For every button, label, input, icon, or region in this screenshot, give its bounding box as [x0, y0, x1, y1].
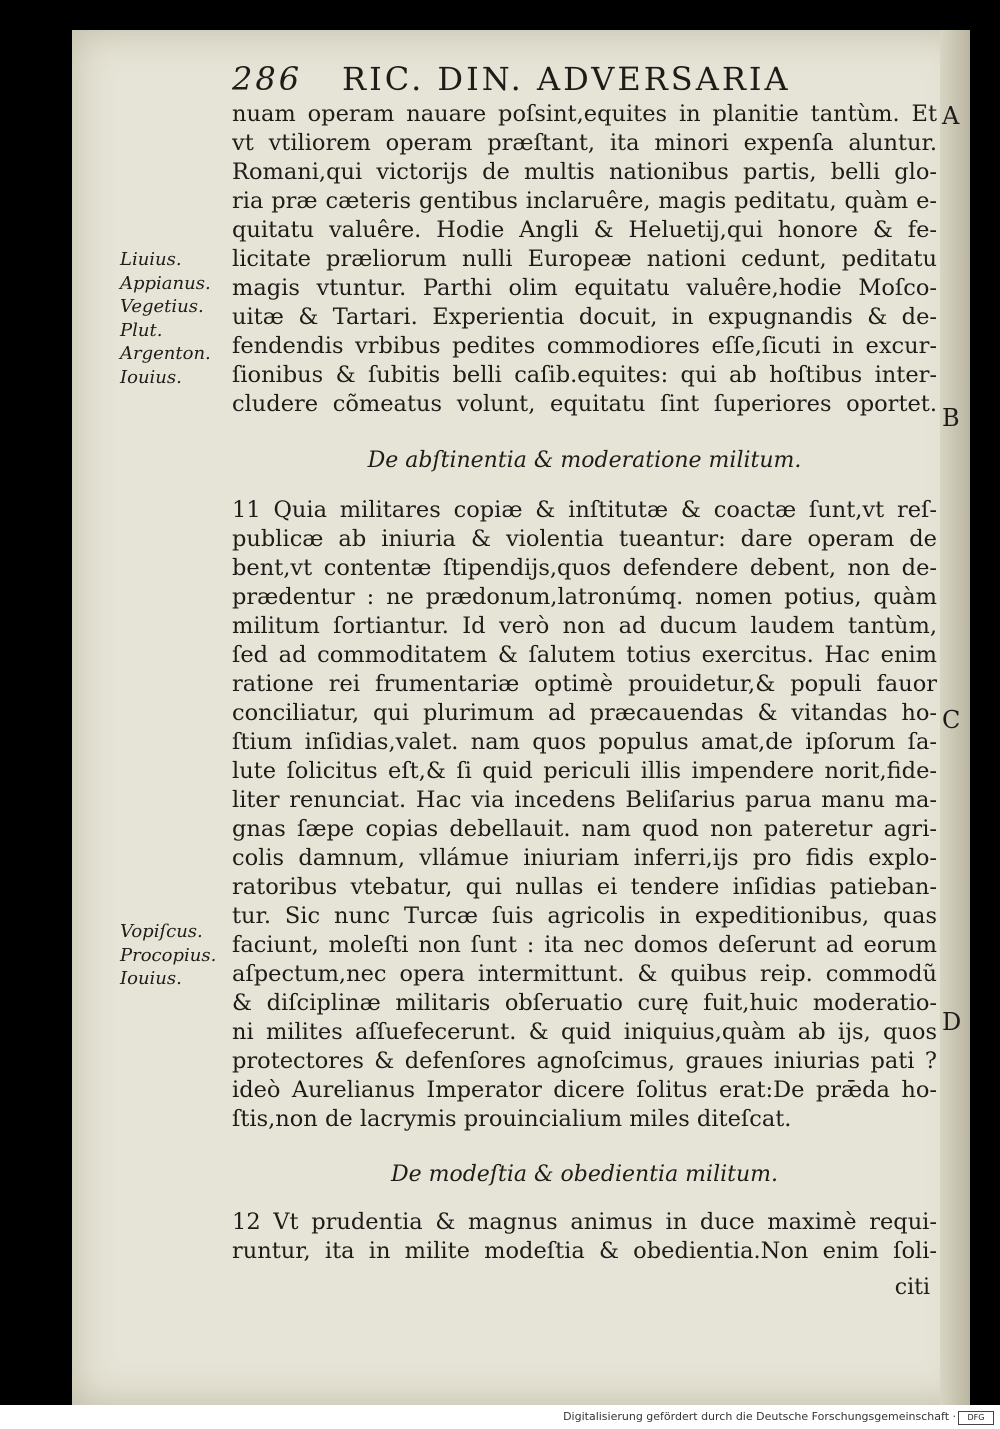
text-line: ideò Aurelianus Imperator dicere ſolitus erat:De prǣda ho- [232, 1077, 937, 1103]
running-title: RIC. DIN. ADVERSARIA [342, 60, 791, 98]
text-line: protectores & defenſores agnoſcimus, graues iniurias pati ? [232, 1048, 937, 1074]
text-line: prædentur : ne prædonum,latronúmq. nomen potius, quàm [232, 584, 937, 610]
text-line: fendendis vrbibus pedites commodiores eſſe,ſicuti in excur- [232, 333, 937, 359]
margin-note-line: Plut. [120, 319, 163, 341]
text-line: quitatu valuêre. Hodie Angli & Heluetij,qui honore & fe- [232, 217, 937, 243]
text-line: ria præ cæteris gentibus inclaruêre, magis peditatu, quàm e- [232, 188, 937, 214]
text-line: 11 Quia militares copiæ & inſtitutæ & coactæ ſunt,vt reſ- [232, 497, 937, 523]
text-line: gnas ſæpe copias debellauit. nam quod non pateretur agri- [232, 816, 937, 842]
text-line: vt vtiliorem operam præſtant, ita minori expenſa aluntur. [232, 130, 937, 156]
text-line: liter renunciat. Hac via incedens Beliſarius parua manu ma- [232, 787, 937, 813]
section-heading: De abſtinentia & moderatione militum. [367, 448, 802, 473]
section-heading: De modeſtia & obedientia militum. [390, 1162, 779, 1187]
footer-credit: Digitalisierung gefördert durch die Deutsche Forschungsgemeinschaft · [563, 1410, 956, 1423]
footer-bar [0, 1405, 1000, 1429]
text-line: nuam operam nauare poſsint,equites in planitie tantùm. Et [232, 101, 937, 127]
margin-note-line: Iouius. [120, 366, 182, 388]
text-line: lute ſolicitus eſt,& ſi quid periculi illis impendere norit,fide- [232, 758, 937, 784]
margin-note-line: Liuius. [120, 249, 182, 270]
text-line: uitæ & Tartari. Experientia docuit, in expugnandis & de- [232, 304, 937, 330]
text-line: ni milites aſſuefecerunt. & quid iniquius,quàm ab ijs, quos [232, 1019, 937, 1045]
margin-note-line: Argenton. [120, 343, 211, 364]
text-line: ratione rei frumentariæ optimè prouidetur,& populi fauor [232, 671, 937, 697]
catchword: citi [894, 1275, 930, 1300]
text-line: ratoribus vtebatur, qui nullas ei tendere inſidias patieban- [232, 874, 937, 900]
text-line: runtur, ita in milite modeſtia & obedientia.Non enim ſoli- [232, 1238, 937, 1264]
margin-note-line: Appianus. [120, 272, 211, 294]
margin-note [120, 920, 216, 991]
text-line: cludere cõmeatus volunt, equitatu ſint ſuperiores oportet. [232, 391, 937, 417]
text-line: bent,vt contentæ ſtipendijs,quos defendere debent, non de- [232, 555, 937, 581]
text-line: militum ſortiantur. Id verò non ad ducum laudem tantùm, [232, 613, 937, 639]
margin-note-line: Iouius. [120, 968, 182, 989]
text-line: ſtis,non de lacrymis prouincialium miles diteſcat. [232, 1106, 792, 1132]
dfg-logo: DFG [958, 1411, 994, 1425]
text-line: licitate præliorum nulli Europeæ nationi cedunt, peditatu [232, 246, 937, 272]
margin-note-line: Vopiſcus. [120, 921, 203, 942]
text-line: & diſciplinæ militaris obſeruatio curę fuit,huic moderatio- [232, 990, 937, 1016]
section-mark: B [942, 404, 960, 432]
section-mark: A [942, 102, 960, 130]
text-line: ſed ad commoditatem & ſalutem totius exercitus. Hac enim [232, 642, 937, 668]
text-line: conciliatur, qui plurimum ad præcauendas & vitandas ho- [232, 700, 937, 726]
section-mark: C [942, 706, 961, 734]
page-number: 286 [232, 60, 303, 98]
text-line: colis damnum, vllámue iniuriam inferri,ijs pro fidis explo- [232, 845, 937, 871]
margin-note-line: Procopius. [120, 944, 217, 966]
text-line: faciunt, moleſti non ſunt : ita nec domos deſerunt ad eorum [232, 932, 937, 958]
text-line: ſtium inſidias,valet. nam quos populus amat,de ipſorum ſa- [232, 729, 937, 755]
text-line: 12 Vt prudentia & magnus animus in duce maximè requi- [232, 1209, 937, 1235]
text-line: tur. Sic nunc Turcæ ſuis agricolis in expeditionibus, quas [232, 903, 937, 929]
running-header [232, 60, 912, 100]
text-line: ſionibus & ſubitis belli caſib.equites: qui ab hoſtibus inter- [232, 362, 937, 388]
section-mark: D [942, 1008, 962, 1036]
text-line: publicæ ab iniuria & violentia tueantur: dare operam de [232, 526, 937, 552]
book-page [72, 30, 970, 1405]
margin-note-line: Vegetius. [120, 296, 204, 317]
text-line: magis vtuntur. Parthi olim equitatu valuêre,hodie Moſco- [232, 275, 937, 301]
margin-note [120, 248, 211, 389]
text-line: Romani,qui victorijs de multis nationibus partis, belli glo- [232, 159, 937, 185]
text-line: aſpectum,nec opera intermittunt. & quibus reip. commodũ [232, 961, 937, 987]
